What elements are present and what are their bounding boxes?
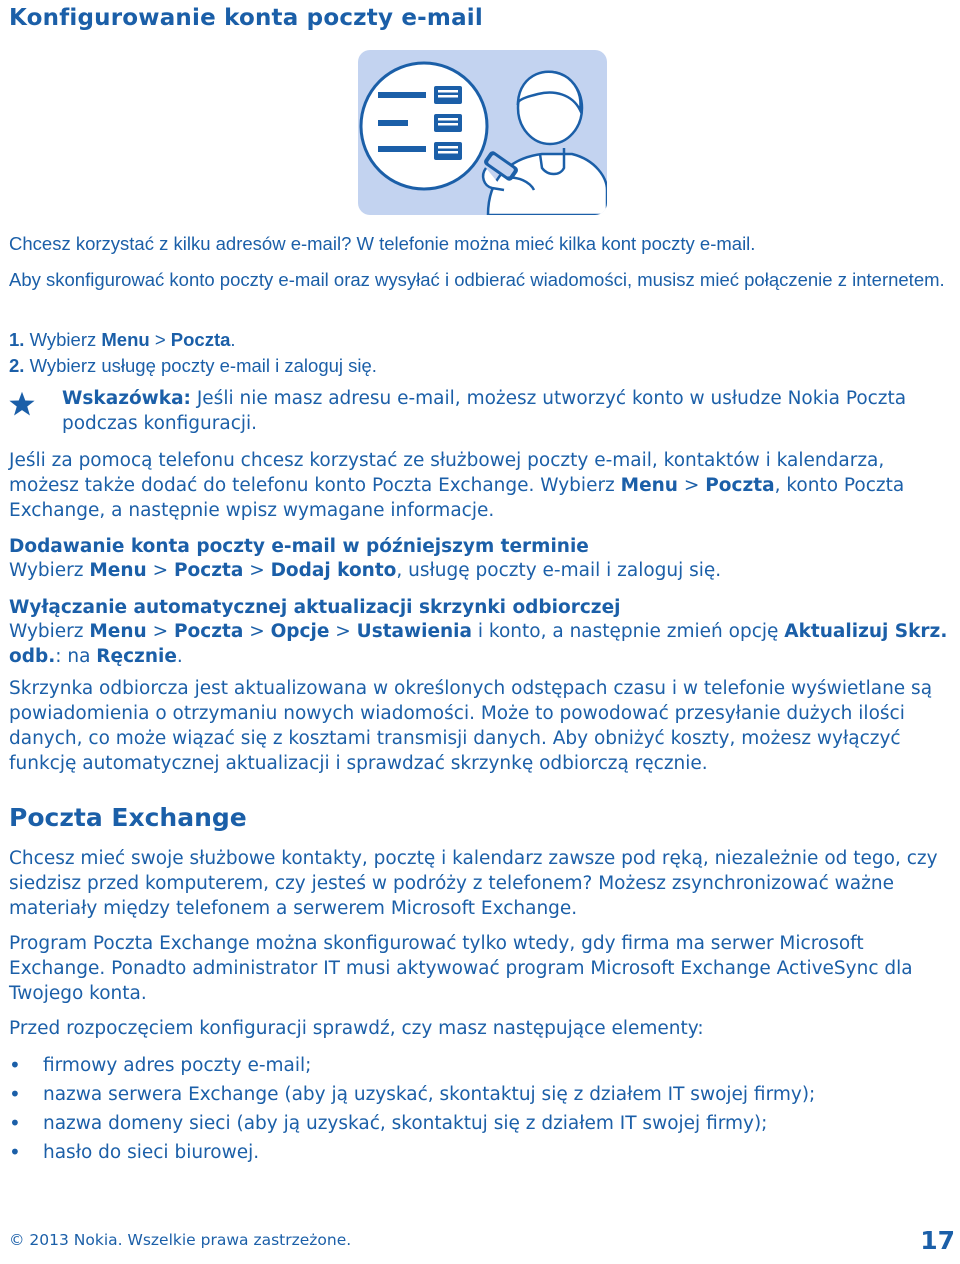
step-text: Wybierz usługę poczty e-mail i zaloguj się. — [24, 355, 377, 376]
separator: > — [146, 621, 174, 642]
auto-update-instructions — [9, 619, 952, 669]
separator: > — [149, 329, 171, 350]
options-label: Opcje — [270, 621, 330, 642]
copyright: © 2013 Nokia. Wszelkie prawa zastrzeżone. — [9, 1231, 352, 1249]
menu-label: Menu — [101, 329, 150, 350]
exchange-note-rest: , konto Poczta Exchange, a następnie wpisz wymagane informacje. — [9, 475, 905, 521]
separator: > — [243, 621, 271, 642]
tip-text — [62, 386, 950, 436]
tip-star-icon — [8, 390, 36, 418]
instruction-colon: : na — [55, 646, 97, 667]
instruction-end: . — [176, 646, 183, 667]
auto-update-note: Skrzynka odbiorcza jest aktualizowana w określonych odstępach czasu i w telefonie wyświetlane są powiadomienia o otrzymaniu nowych wiadomości. Może to powodować przesyłanie dużych ilości danych, co może wiązać się z kosztami transmisji danych. Aby obniżyć koszty, możesz wyłączyć funkcję automatycznej aktualizacji i sprawdzać skrzynkę odbiorczą ręcznie. — [9, 678, 933, 774]
step-number: 2. — [9, 355, 25, 376]
step-end: . — [230, 329, 236, 350]
intro-text: Chcesz korzystać z kilku adresów e-mail? W telefonie można mieć kilka kont poczty e-mail. — [9, 233, 756, 254]
menu-label: Menu — [89, 560, 147, 581]
separator: > — [329, 621, 357, 642]
exchange-note — [9, 448, 952, 523]
separator: > — [243, 560, 271, 581]
requirements-list — [9, 1051, 952, 1167]
exchange-note-text: Jeśli za pomocą telefonu chcesz korzystać ze służbowej poczty e-mail, kontaktów i kalendarza, możesz także dodać do telefonu konto Poczta Exchange. Wybierz — [9, 450, 885, 496]
separator: > — [146, 560, 174, 581]
separator: > — [677, 475, 706, 496]
menu-label: Menu — [620, 475, 678, 496]
poczta-label: Poczta — [170, 329, 231, 350]
section-title-exchange: Poczta Exchange — [9, 803, 247, 832]
envelope-icon — [434, 142, 462, 160]
setting-value: Ręcznie — [96, 646, 177, 667]
step-2 — [9, 353, 952, 378]
poczta-label: Poczta — [173, 560, 244, 581]
poczta-label: Poczta — [173, 621, 244, 642]
page-title: Konfigurowanie konta poczty e-mail — [9, 5, 483, 31]
tip-body: Jeśli nie masz adresu e-mail, możesz utworzyć konto w usłudze Nokia Poczta podczas konfiguracji. — [62, 388, 907, 434]
instruction-end: , usługę poczty e-mail i zaloguj się. — [396, 560, 722, 581]
add-account-label: Dodaj konto — [270, 560, 397, 581]
person-with-phone-icon — [358, 50, 607, 215]
instruction-mid: i konto, a następnie zmień opcję — [472, 621, 785, 642]
section-heading-add-account: Dodawanie konta poczty e-mail w późniejszym terminie — [9, 536, 589, 557]
list-item: • firmowy adres poczty e-mail; — [9, 1051, 952, 1080]
exchange-paragraph-1: Chcesz mieć swoje służbowe kontakty, pocztę i kalendarz zawsze pod ręką, niezależnie od tego, czy siedzisz przed komputerem, czy jesteś w podróży z telefonem? Możesz zsynchronizować ważne materiały między telefonem a serwerem Microsoft Exchange. — [9, 848, 938, 919]
tip-label: Wskazówka: — [62, 388, 191, 409]
envelope-icon — [434, 86, 462, 104]
instruction-text: Wybierz — [9, 560, 90, 581]
instruction-text: Wybierz — [9, 621, 90, 642]
exchange-paragraph-2: Program Poczta Exchange można skonfigurować tylko wtedy, gdy firma ma serwer Microsoft Exchange. Ponadto administrator IT musi aktywować program Microsoft Exchange ActiveSync dla Twojego konta. — [9, 933, 913, 1004]
step-text: Wybierz — [24, 329, 102, 350]
list-item: • hasło do sieci biurowej. — [9, 1138, 952, 1167]
step-number: 1. — [9, 329, 25, 350]
envelope-icon — [434, 114, 462, 132]
list-item: • nazwa domeny sieci (aby ją uzyskać, skontaktuj się z działem IT swojej firmy); — [9, 1109, 952, 1138]
add-account-instructions — [9, 558, 952, 583]
poczta-label: Poczta — [705, 475, 775, 496]
email-illustration — [358, 50, 607, 215]
settings-label: Ustawienia — [356, 621, 473, 642]
step-1 — [9, 327, 952, 352]
exchange-paragraph-3: Przed rozpoczęciem konfiguracji sprawdź, czy masz następujące elementy: — [9, 1018, 704, 1039]
list-item: • nazwa serwera Exchange (aby ją uzyskać, skontaktuj się z działem IT swojej firmy); — [9, 1080, 952, 1109]
setting-name: Aktualizuj Skrz. odb. — [9, 621, 948, 667]
connection-note: Aby skonfigurować konto poczty e-mail oraz wysyłać i odbierać wiadomości, musisz mieć połączenie z internetem. — [9, 269, 945, 290]
menu-label: Menu — [89, 621, 147, 642]
page-number: 17 — [920, 1226, 955, 1255]
section-heading-auto-update: Wyłączanie automatycznej aktualizacji skrzynki odbiorczej — [9, 597, 621, 618]
